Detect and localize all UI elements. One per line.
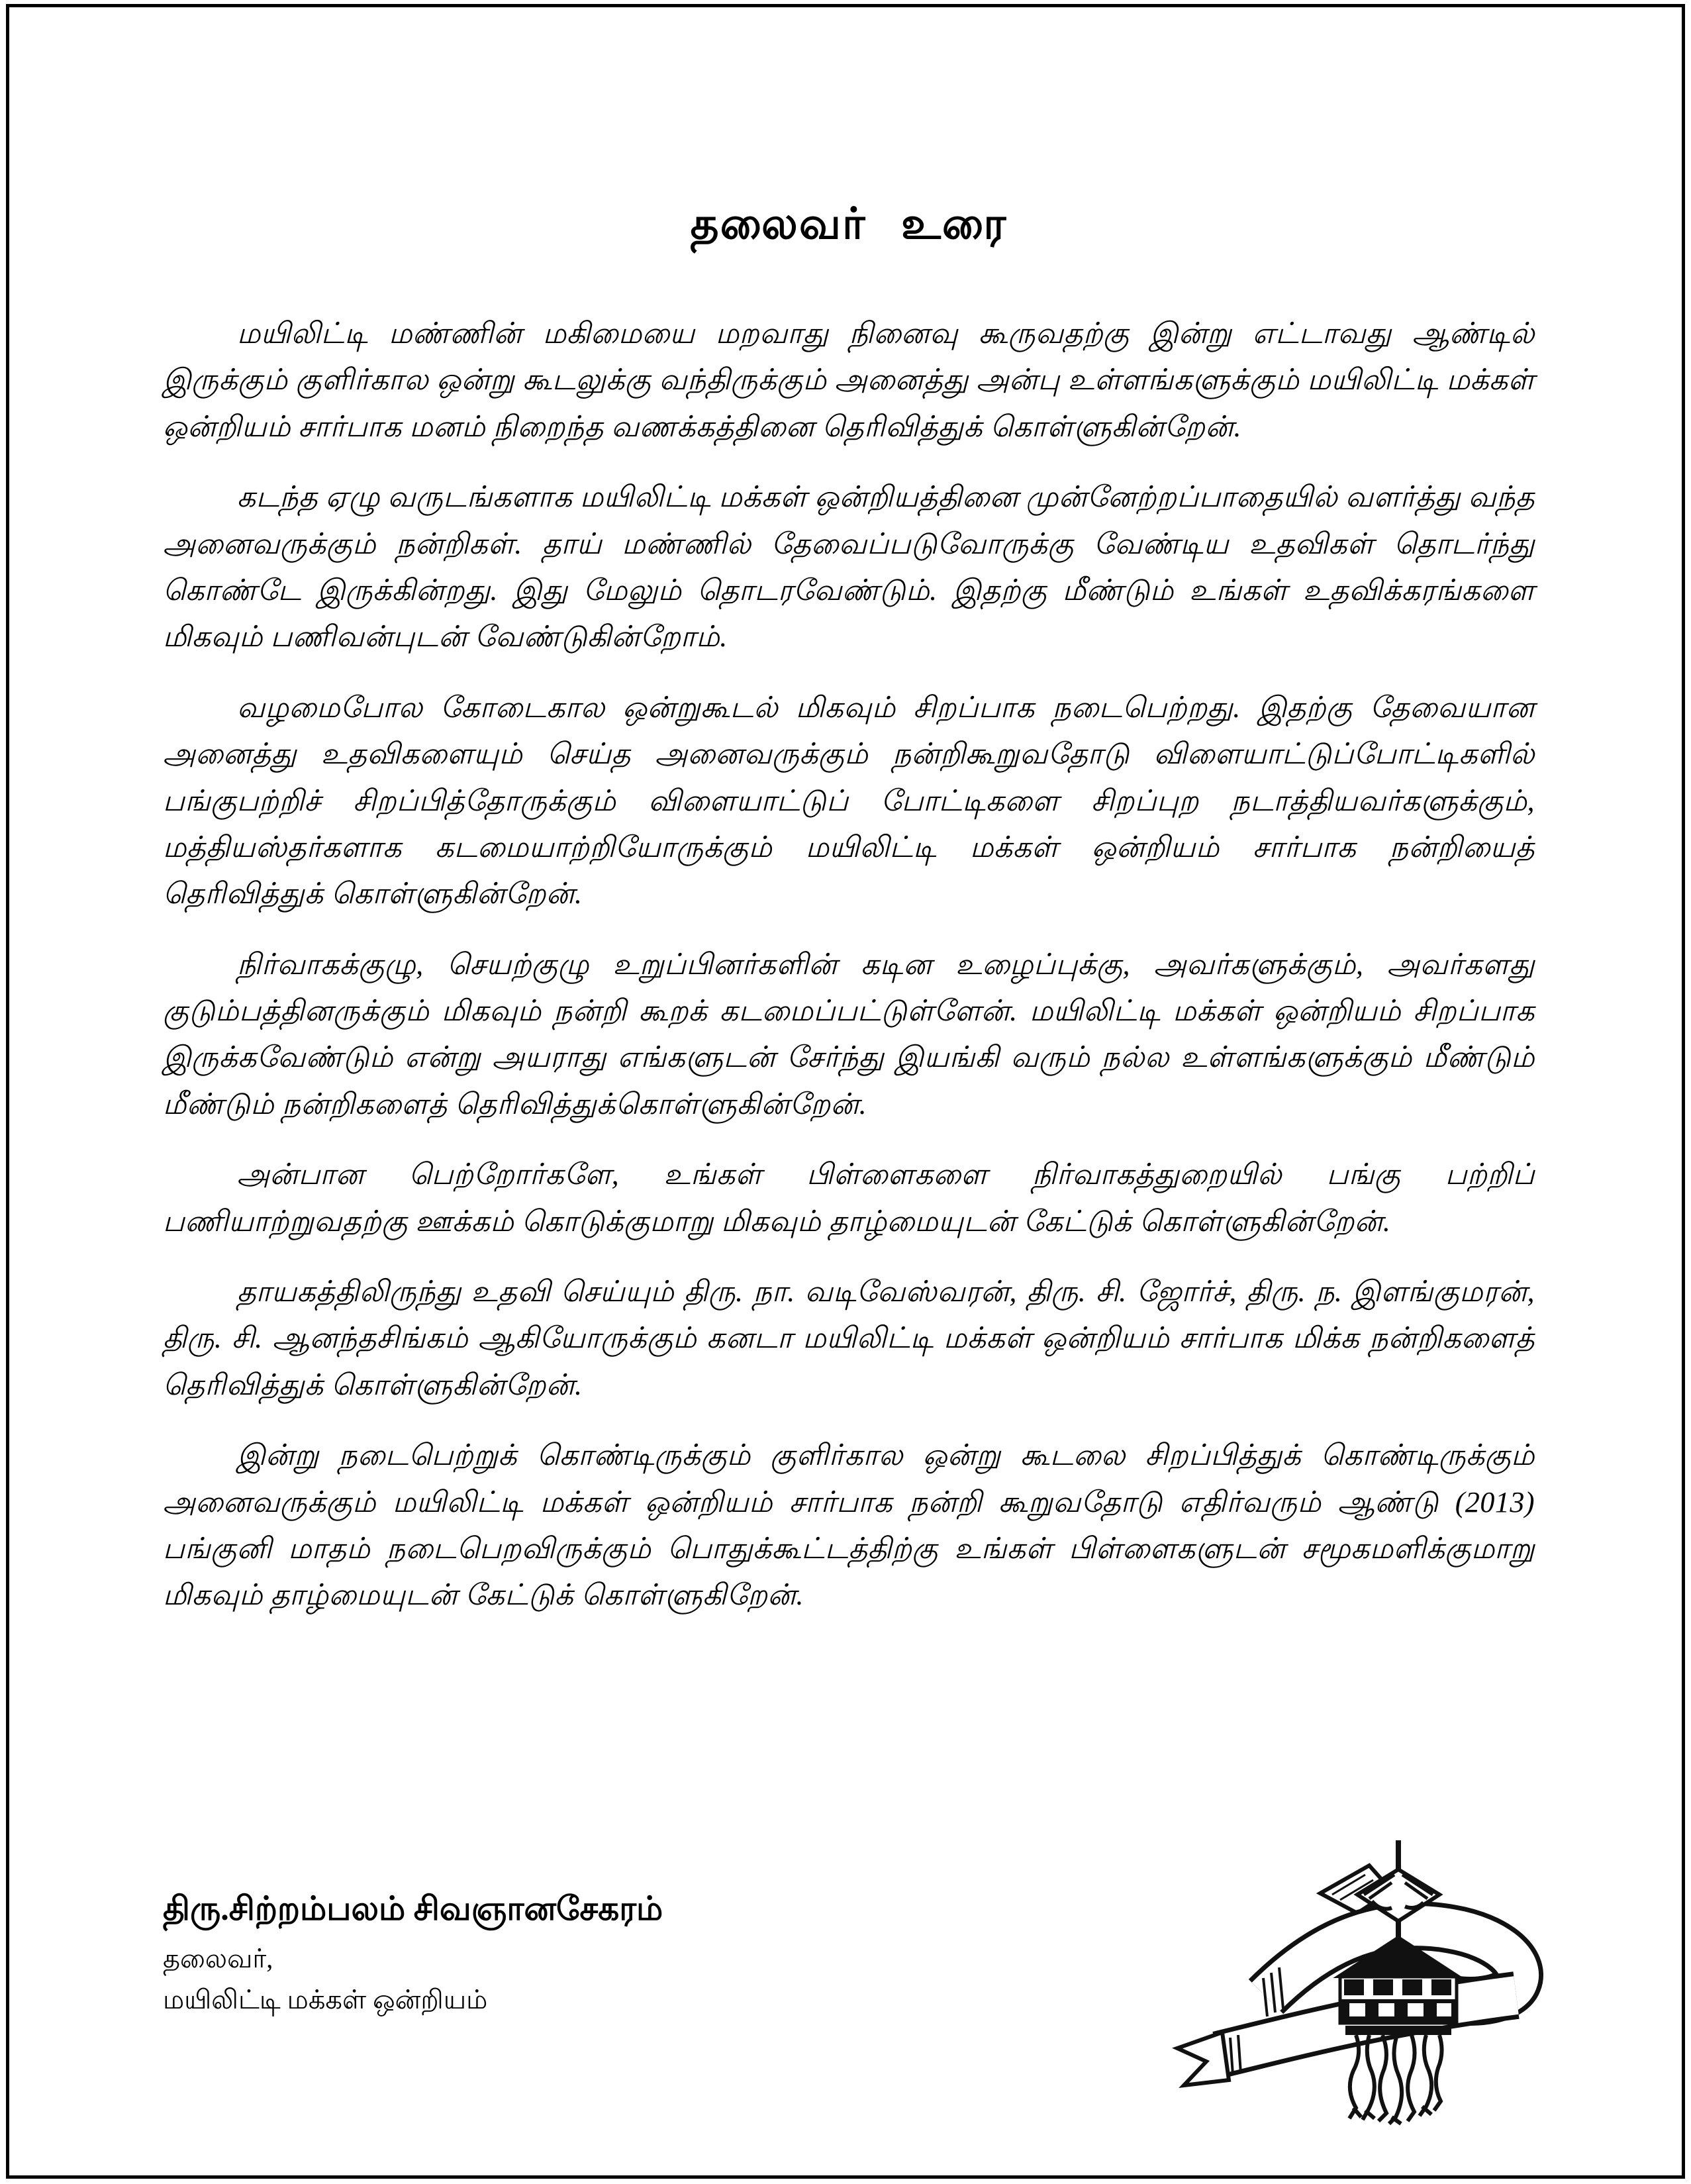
paragraph-4: நிர்வாகக்குழு, செயற்குழு உறுப்பினர்களின் கடின உழைப்புக்கு, அவர்களுக்கும், அவர்களது குடும்பத்தினருக்கும் மிகவும் நன்றி கூறக் கடமைப்பட்டுள்ளேன். மயிலிட்டி மக்கள் ஒன்றியம் சிறப்பாக இருக்கவேண்டும் என்று அயராது எங்களுடன் சேர்ந்து இயங்கி வரும் நல்ல உள்ளங்களுக்கும் மீண்டும் மீண்டும் நன்றிகளைத் தெரிவித்துக்கொள்ளுகின்றேன். bbox=[163, 948, 1535, 1120]
signature-name: திரு.சிற்றம்பலம் சிவஞானசேகரம் bbox=[163, 1890, 663, 1927]
letter-body bbox=[163, 311, 1535, 1619]
letter-page bbox=[9, 7, 1682, 2175]
paragraph-3: வழமைபோல கோடைகால ஒன்றுகூடல் மிகவும் சிறப்பாக நடைபெற்றது. இதற்கு தேவையான அனைத்து உதவிகளையும் செய்த அனைவருக்கும் நன்றிகூறுவதோடு விளையாட்டுப்போட்டிகளில் பங்குபற்றிச் சிறப்பித்தோருக்கும் விளையாட்டுப் போட்டிகளை சிறப்புற நடாத்தியவர்களுக்கும், மத்தியஸ்தர்களாக கடமையாற்றியோருக்கும் மயிலிட்டி மக்கள் ஒன்றியம் சார்பாக நன்றியைத் தெரிவித்துக் கொள்ளுகின்றேன். bbox=[163, 691, 1535, 911]
paragraph-2: கடந்த ஏழு வருடங்களாக மயிலிட்டி மக்கள் ஒன்றியத்தினை முன்னேற்றப்பாதையில் வளர்த்து வந்த அனைவருக்கும் நன்றிகள். தாய் மண்ணில் தேவைப்படுவோருக்கு வேண்டிய உதவிகள் தொடர்ந்து கொண்டே இருக்கின்றது. இது மேலும் தொடரவேண்டும். இதற்கு மீண்டும் உங்கள் உதவிக்கரங்களை மிகவும் பணிவன்புடன் வேண்டுகின்றோம். bbox=[163, 481, 1535, 654]
signature-block bbox=[163, 1889, 663, 2025]
paragraph-5: அன்பான பெற்றோர்களே, உங்கள் பிள்ளைகளை நிர்வாகத்துறையில் பங்கு பற்றிப் பணியாற்றுவதற்கு ஊக்கம் கொடுக்குமாறு மிகவும் தாழ்மையுடன் கேட்டுக் கொள்ளுகின்றேன். bbox=[163, 1158, 1535, 1238]
paragraph-7: இன்று நடைபெற்றுக் கொண்டிருக்கும் குளிர்கால ஒன்று கூடலை சிறப்பித்துக் கொண்டிருக்கும் அனைவருக்கும் மயிலிட்டி மக்கள் ஒன்றியம் சார்பாக நன்றி கூறுவதோடு எதிர்வரும் ஆண்டு (2013) பங்குனி மாதம் நடைபெறவிருக்கும் பொதுக்கூட்டத்திற்கு உங்கள் பிள்ளைகளுடன் சமூகமளிக்குமாறு மிகவும் தாழ்மையுடன் கேட்டுக் கொள்ளுகிறேன். bbox=[163, 1439, 1535, 1612]
page-border bbox=[6, 4, 1685, 2179]
paragraph-1: மயிலிட்டி மண்ணின் மகிமையை மறவாது நினைவு கூருவதற்கு இன்று எட்டாவது ஆண்டில் இருக்கும் குளிர்கால ஒன்று கூடலுக்கு வந்திருக்கும் அனைத்து அன்பு உள்ளங்களுக்கும் மயிலிட்டி மக்கள் ஒன்றியம் சார்பாக மனம் நிறைந்த வணக்கத்தினை தெரிவித்துக் கொள்ளுகின்றேன். bbox=[163, 317, 1535, 443]
signature-role: தலைவர், bbox=[163, 1944, 273, 1973]
paragraph-6: தாயகத்திலிருந்து உதவி செய்யும் திரு. நா. வடிவேஸ்வரன், திரு. சி. ஜோர்ச், திரு. ந. இளங்குமரன், திரு. சி. ஆனந்தசிங்கம் ஆகியோருக்கும் கனடா மயிலிட்டி மக்கள் ஒன்றியம் சார்பாக மிக்க நன்றிகளைத் தெரிவித்துக் கொள்ளுகின்றேன். bbox=[163, 1275, 1535, 1401]
signature-organization: மயிலிட்டி மக்கள் ஒன்றியம் bbox=[163, 1985, 488, 2014]
page-title: தலைவர் உரை bbox=[690, 200, 1008, 248]
ribbon-banner-with-ornament-icon bbox=[1167, 1836, 1545, 2132]
